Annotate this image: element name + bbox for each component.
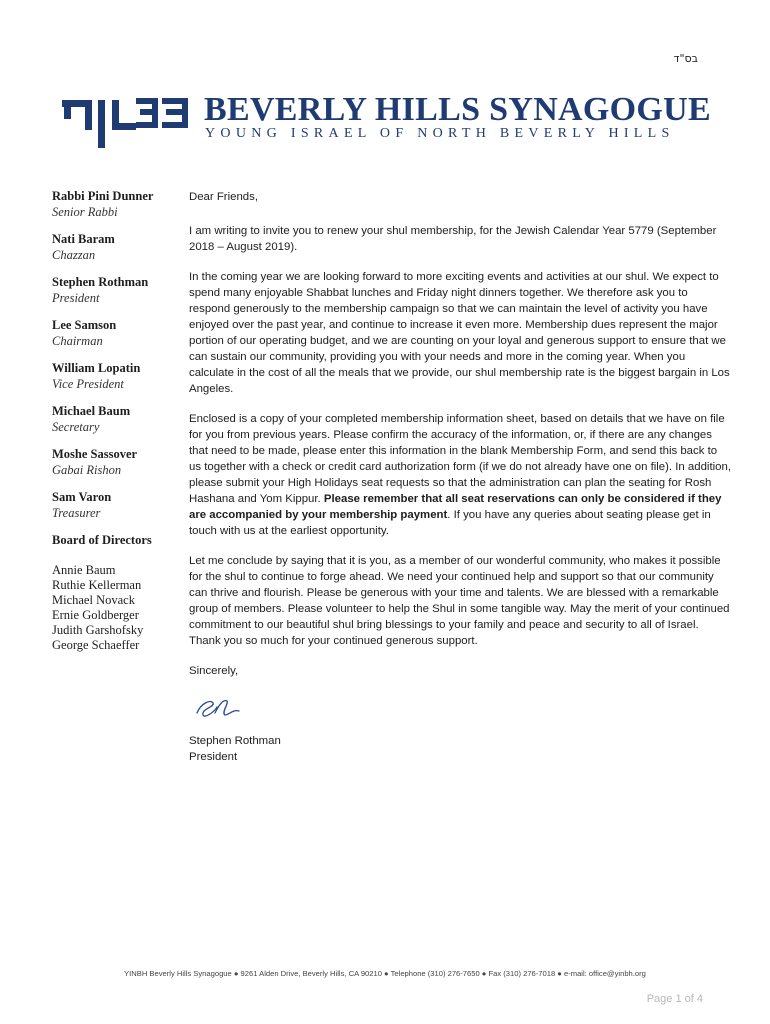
board-member: Ernie Goldberger (52, 607, 139, 622)
leader-entry (52, 317, 182, 349)
seat-reservation-notice: Please remember that all seat reservations can only be considered if they are accompanied by your membership payment (189, 493, 722, 521)
leader-entry (52, 188, 182, 220)
leader-name: Lee Samson (52, 318, 117, 332)
leader-name: Michael Baum (52, 404, 131, 418)
leader-role: Chazzan (52, 248, 96, 262)
letter-closing: Sincerely, (189, 665, 239, 677)
leader-role: Gabai Rishon (52, 463, 122, 477)
leader-name: Rabbi Pini Dunner (52, 189, 154, 203)
leader-name: William Lopatin (52, 361, 141, 375)
leader-entry (52, 360, 182, 392)
leader-entry (52, 446, 182, 478)
leader-name: Stephen Rothman (52, 275, 149, 289)
leader-name: Moshe Sassover (52, 447, 138, 461)
leader-role: Vice President (52, 377, 124, 391)
letter-greeting: Dear Friends, (189, 191, 259, 203)
letter-paragraph-4: Let me conclude by saying that it is you, as a member of our wonderful community, who makes it possible for the shul to continue to forge ahead. We need your continued help and support so that our community can thrive and flourish. Please be generous with your time and talents. We are blessed with a remarkable group of members. Please volunteer to help the Shul in some tangible way. May the merit of your continued commitment to our beautiful shul bring blessings to your family and peace and security to all of Israel. Thank you so much for your continued generous support. (189, 555, 730, 647)
leader-role: President (52, 291, 100, 305)
board-member: George Schaeffer (52, 637, 140, 652)
signature-icon (193, 693, 245, 719)
signer-name: Stephen Rothman (189, 735, 281, 747)
synagogue-logo-icon (62, 94, 190, 148)
bsd-notation: בס"ד (673, 52, 698, 65)
leader-role: Treasurer (52, 506, 101, 520)
letter-paragraph-2: In the coming year we are looking forward to more exciting events and activities at our shul. We expect to spend many enjoyable Shabbat lunches and Friday night dinners together. We therefore ask you to respond generously to the membership campaign so that we can maintain the level of activity you have enjoyed over the past year, and continue to increase it even more. Membership dues represent the major portion of our operating budget, and we are counting on your loyal and generous support to ensure that we can sustain our community, providing you with your needs and more in the coming year. When you calculate in the cost of all the meals that we provide, our shul membership rate is the biggest bargain in Los Angeles. (189, 271, 730, 395)
leader-entry (52, 489, 182, 521)
leader-entry (52, 403, 182, 435)
leader-role: Senior Rabbi (52, 205, 118, 219)
board-member: Annie Baum (52, 563, 116, 577)
letter-body (189, 189, 731, 765)
letter-paragraph-3 (189, 411, 731, 539)
board-member: Michael Novack (52, 592, 135, 607)
board-member: Judith Garshofsky (52, 622, 144, 637)
letter-paragraph-1: I am writing to invite you to renew your shul membership, for the Jewish Calendar Year 5779 (September 2018 – August 2019). (189, 225, 717, 253)
org-name: BEVERLY HILLS SYNAGOGUE (204, 91, 711, 128)
paragraph-3-intro: Enclosed is a copy of your completed membership information sheet, based on details that we have on file for you from previous years. Please confirm the accuracy of the information, or, if there are any changes that need to be made, please enter this information in the blank Membership Form, and send this back to us together with a check or credit card authorization form (if we do not already have one on file). In addition, please submit your High Holidays seat requests so that the administration can plan the seating for Rosh Hashana and Yom Kippur. (189, 413, 731, 505)
leader-entry (52, 231, 182, 263)
leader-name: Sam Varon (52, 490, 112, 504)
board-member: Ruthie Kellerman (52, 577, 142, 592)
board-heading: Board of Directors (52, 533, 152, 547)
leader-name: Nati Baram (52, 232, 115, 246)
paragraph-3-end: . If you have any queries about seating please get in touch with us at the earliest opportunity. (189, 509, 711, 537)
page-number: Page 1 of 4 (646, 993, 703, 1005)
leader-entry (52, 274, 182, 306)
leader-role: Chairman (52, 334, 103, 348)
org-subtitle: YOUNG ISRAEL OF NORTH BEVERLY HILLS (205, 126, 675, 141)
footer-contact: YINBH Beverly Hills Synagogue ● 9261 Alden Drive, Beverly Hills, CA 90210 ● Telephone (310) 276-7650 ● Fax (310) 276-7018 ● e-mail: office@yinbh.org (124, 969, 646, 978)
leadership-sidebar (52, 188, 182, 652)
signer-title: President (189, 751, 238, 763)
leader-role: Secretary (52, 420, 100, 434)
